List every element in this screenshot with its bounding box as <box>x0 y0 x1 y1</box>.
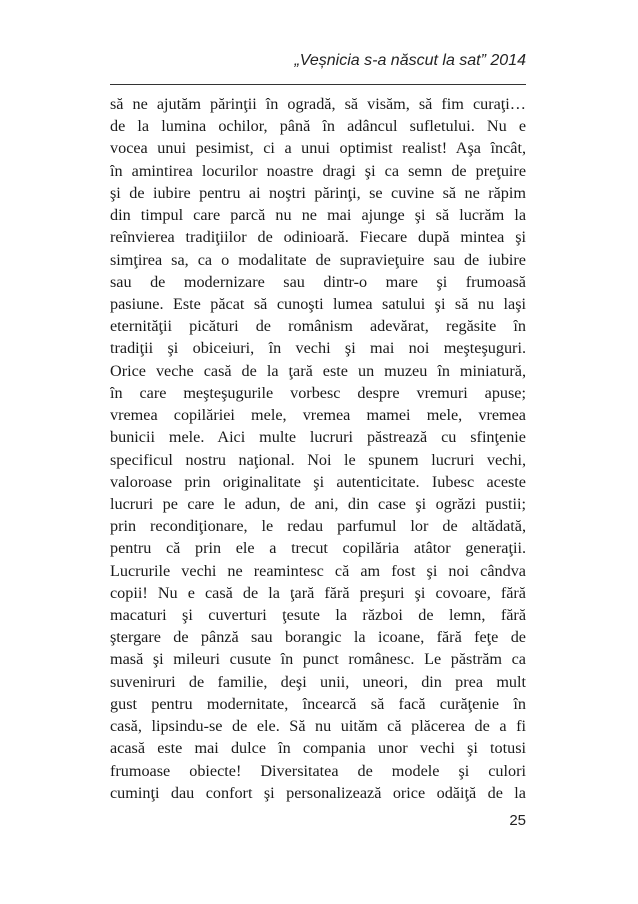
text-line: Orice veche casă de la ţară este un muzeu în miniatură, <box>110 361 526 380</box>
text-line: lucruri pe care le adun, de ani, din case şi ogrăzi pustii; <box>110 494 526 513</box>
text-line: vremea copilăriei mele, vremea mamei mele, vremea <box>110 406 526 425</box>
body-text <box>110 93 526 804</box>
text-line: reînvierea tradiţiilor de odinioară. Fiecare după mintea şi <box>110 228 526 247</box>
text-line: din timpul care parcă nu ne mai ajunge şi să lucrăm la <box>110 206 526 225</box>
text-line: sau de modernizare sau dintr-o mare şi frumoasă <box>110 272 526 291</box>
text-line: de la lumina ochilor, până în adâncul sufletului. Nu e <box>110 117 526 136</box>
text-line: copii! Nu e casă de la ţară fără preşuri şi covoare, fără <box>110 583 526 602</box>
header-rule <box>110 84 526 85</box>
text-line: prin recondiţionare, le redau parfumul lor de altădată, <box>110 517 526 536</box>
running-header: „Veșnicia s-a născut la sat” 2014 <box>294 52 526 69</box>
text-line: tradiţii şi obiceiuri, în vechi şi mai noi meşteşuguri. <box>110 339 526 358</box>
text-line: Lucrurile vechi ne reamintesc că am fost şi noi cândva <box>110 561 526 580</box>
text-line: ştergare de pânză sau borangic la icoane, fără feţe de <box>110 628 526 647</box>
text-line: pentru că prin ele a trecut copilăria atâtor generaţii. <box>110 539 526 558</box>
page-number: 25 <box>509 812 526 829</box>
text-line: macaturi şi cuverturi ţesute la război de lemn, fără <box>110 606 526 625</box>
text-line: cuminţi dau confort şi personalizează orice odăiţă de la <box>110 783 526 802</box>
text-line: în amintirea locurilor noastre dragi şi ca semn de preţuire <box>110 161 526 180</box>
text-line: gust pentru modernitate, încearcă să facă curăţenie în <box>110 694 526 713</box>
text-line: frumoase obiecte! Diversitatea de modele şi culori <box>110 761 526 780</box>
text-line: masă şi mileuri cusute în punct românesc. Le păstrăm ca <box>110 650 526 669</box>
text-line: suveniruri de familie, deşi unii, uneori, din prea mult <box>110 672 526 691</box>
text-line: acasă este mai dulce în compania unor vechi şi totusi <box>110 739 526 758</box>
text-line: şi de iubire pentru ai noştri părinţi, se cuvine să ne răpim <box>110 183 526 202</box>
text-line: eternităţii picături de românism adevărat, regăsite în <box>110 317 526 336</box>
text-line: casă, lipsindu-se de ele. Să nu uităm că plăcerea de a fi <box>110 717 526 736</box>
text-line: valoroase prin originalitate şi autenticitate. Iubesc aceste <box>110 472 526 491</box>
text-line: vocea unui pesimist, ci a unui optimist realist! Aşa încât, <box>110 139 526 158</box>
text-line: în care meşteşugurile vorbesc despre vremuri apuse; <box>110 383 526 402</box>
text-line: bunicii mele. Aici multe lucruri păstrează cu sfinţenie <box>110 428 526 447</box>
text-line: simţirea sa, ca o modalitate de supravieţuire sau de iubire <box>110 250 526 269</box>
text-line: să ne ajutăm părinţii în ogradă, să visăm, să fim curaţi… <box>110 95 526 113</box>
text-line: pasiune. Este păcat să cunoşti lumea satului şi să nu laşi <box>110 294 526 313</box>
text-line: specificul nostru naţional. Noi le spunem lucruri vechi, <box>110 450 526 469</box>
